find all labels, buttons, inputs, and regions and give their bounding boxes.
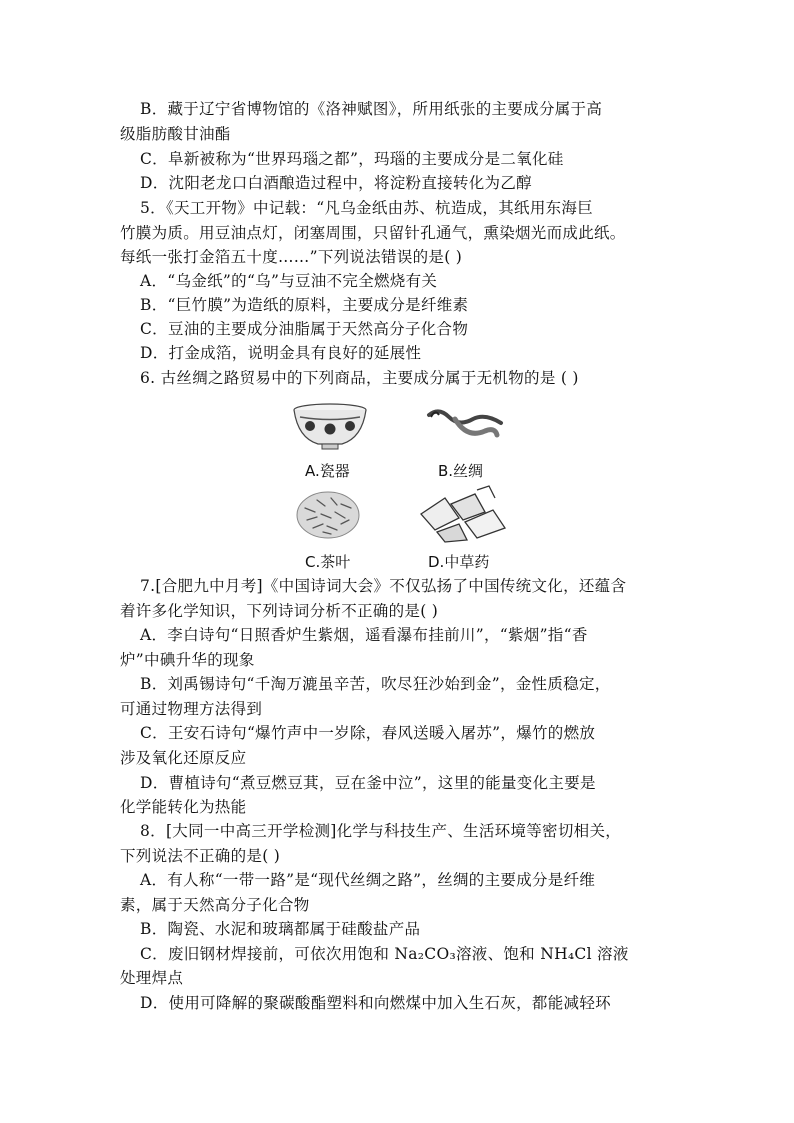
text-line: 炉”中碘升华的现象: [120, 651, 255, 669]
option-d: D．曹植诗句“煮豆燃豆萁，豆在釜中泣”，这里的能量变化主要是: [140, 774, 596, 792]
silk-icon: [425, 405, 505, 445]
text-line: 级脂肪酸甘油酯: [120, 125, 231, 143]
text-line: 处理焊点: [120, 969, 184, 987]
herbal-medicine-icon: [415, 484, 510, 544]
question-7: 7.[合肥九中月考]《中国诗词大会》不仅弘扬了中国传统文化，还蕴含: [140, 577, 627, 595]
question-6: 6. 古丝绸之路贸易中的下列商品，主要成分属于无机物的是 ( ): [140, 369, 579, 387]
option-d: D．打金成箔，说明金具有良好的延展性: [140, 344, 422, 362]
option-a: A．李白诗句“日照香炉生紫烟，遥看瀑布挂前川”，“紫烟”指“香: [140, 626, 588, 644]
question-5: 5．《天工开物》中记载：“凡乌金纸由苏、杭造成，其纸用东海巨: [140, 199, 594, 217]
caption-porcelain: A.瓷器: [305, 462, 350, 480]
text-line: 每纸一张打金箔五十度……”下列说法错误的是( ): [120, 248, 463, 266]
caption-silk: B.丝绸: [438, 462, 484, 480]
option-d: D．使用可降解的聚碳酸酯塑料和向燃煤中加入生石灰，都能减轻环: [140, 994, 611, 1012]
text-line: 化学能转化为热能: [120, 798, 247, 816]
option-c: C．豆油的主要成分油脂属于天然高分子化合物: [140, 320, 469, 338]
question-8: 8．[大同一中高三开学检测]化学与科技生产、生活环境等密切相关，: [140, 822, 622, 840]
text-line: 下列说法不正确的是( ): [120, 847, 281, 865]
text-line: B．藏于辽宁省博物馆的《洛神赋图》，所用纸张的主要成分属于高: [140, 100, 603, 118]
text-line: 涉及氧化还原反应: [120, 749, 247, 767]
option-a: A．“乌金纸”的“乌”与豆油不完全燃烧有关: [140, 272, 438, 290]
option-b: B．“巨竹膜”为造纸的原料，主要成分是纤维素: [140, 296, 469, 314]
text-line: 素，属于天然高分子化合物: [120, 896, 310, 914]
option-c: C．废旧钢材焊接前，可依次用饱和 Na₂CO₃溶液、饱和 NH₄Cl 溶液: [140, 945, 629, 963]
text-line: 竹膜为质。用豆油点灯，闭塞周围，只留针孔通气，熏染烟光而成此纸。: [120, 224, 626, 242]
option-a: A．有人称“一带一路”是“现代丝绸之路”，丝绸的主要成分是纤维: [140, 871, 596, 889]
text-line: D．沈阳老龙口白酒酿造过程中，将淀粉直接转化为乙醇: [140, 174, 532, 192]
option-c: C．王安石诗句“爆竹声中一岁除，春风送暖入屠苏”，爆竹的燃放: [140, 724, 596, 742]
text-line: C．阜新被称为“世界玛瑙之都”，玛瑙的主要成分是二氧化硅: [140, 150, 564, 168]
caption-herb: D.中草药: [428, 553, 490, 571]
option-b: B．陶瓷、水泥和玻璃都属于硅酸盐产品: [140, 920, 421, 938]
porcelain-bowl-icon: [290, 402, 370, 452]
text-line: 着许多化学知识，下列诗词分析不正确的是( ): [120, 602, 439, 620]
caption-tea: C.茶叶: [305, 553, 351, 571]
tea-leaves-icon: [295, 490, 361, 540]
option-b: B．刘禹锡诗句“千淘万漉虽辛苦，吹尽狂沙始到金”，金性质稳定，: [140, 675, 611, 693]
text-line: 可通过物理方法得到: [120, 700, 263, 718]
